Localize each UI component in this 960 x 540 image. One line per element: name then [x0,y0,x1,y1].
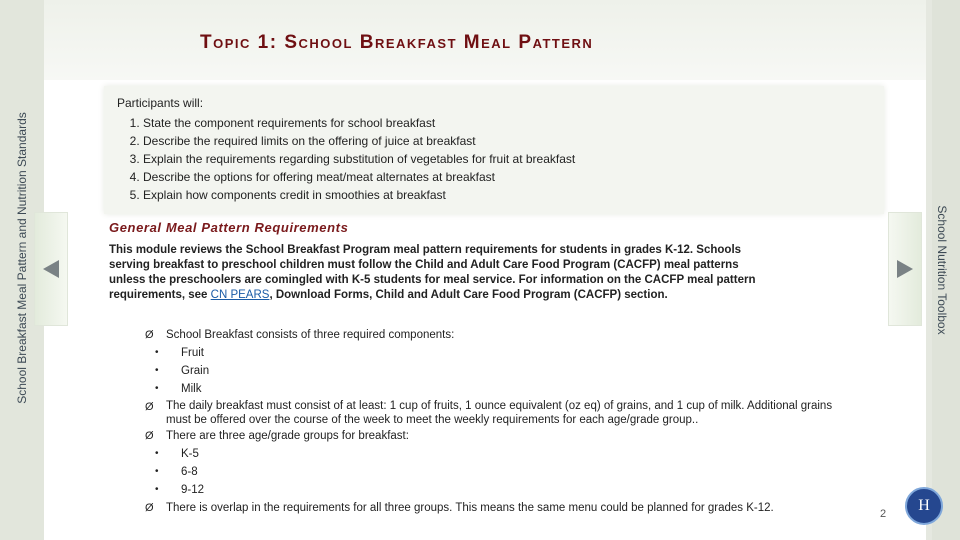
bullet-icon: • [155,383,159,394]
objective-item: 4. Describe the options for offering meat/meat alternates at breakfast [143,168,575,186]
requirements-list [145,326,835,517]
previous-slide-button[interactable] [34,212,68,326]
arrow-bullet-icon: Ø [145,430,154,442]
bullet-icon: • [155,347,159,358]
bullet-icon: • [155,448,159,459]
sub-list-item [145,445,835,463]
sub-list-item [145,344,835,362]
sub-list-item-text: Grain [181,365,210,377]
objective-item: 5. Explain how components credit in smoothies at breakfast [143,186,575,204]
list-item-text: School Breakfast consists of three required components: [166,329,455,341]
sub-list-item [145,463,835,481]
bullet-icon: • [155,365,159,376]
bullet-icon: • [155,484,159,495]
bullet-icon: • [155,466,159,477]
page-title: Topic 1: School Breakfast Meal Pattern [200,32,594,53]
arrow-bullet-icon: Ø [145,401,154,413]
page-number: 2 [880,508,887,520]
list-item [145,326,835,344]
sub-list-item-text: 9-12 [181,484,205,496]
right-vertical-label: School Nutrition Toolbox [935,205,949,335]
sub-list-item [145,362,835,380]
list-item [145,398,835,427]
intro-text-end: , Download Forms, Child and Adult Care Food Program (CACFP) section. [269,289,668,301]
list-item-text: There are three age/grade groups for breakfast: [166,430,409,442]
objective-item: 2. Describe the required limits on the offering of juice at breakfast [143,132,575,150]
module-intro [109,243,759,303]
home-button[interactable]: H [905,487,943,525]
next-slide-button[interactable] [888,212,922,326]
objectives-list [117,114,575,204]
sub-list-item-text: K-5 [181,448,199,460]
objective-item: 1. State the component requirements for school breakfast [143,114,575,132]
arrow-bullet-icon: Ø [145,502,154,514]
sub-list-item-text: Milk [181,383,202,395]
sub-list-item [145,481,835,499]
intro-text: This module reviews the School Breakfast Program meal pattern requirements for students in grades K-12. Schools serving breakfast to preschool children must follow the Child and Adult Care Food Program (CACFP) meal patterns unless the preschoolers are comingled with K-5 students for meal service. For information on the CACFP meal pattern requirements, see [109,244,756,301]
cn-pears-link[interactable]: CN PEARS [210,289,270,301]
objective-item: 3. Explain the requirements regarding substitution of vegetables for fruit at breakfast [143,150,575,168]
list-item [145,427,835,445]
left-vertical-label: School Breakfast Meal Pattern and Nutrition Standards [15,112,29,404]
list-item-text: There is overlap in the requirements for all three groups. This means the same menu could be planned for grades K-12. [166,502,774,514]
sub-list-item-text: 6-8 [181,466,198,478]
list-item-text: The daily breakfast must consist of at least: 1 cup of fruits, 1 ounce equivalent (oz eq) of grains, and 1 cup of milk. Additional grains must be offered over the course of the week to meet the weekly requirements for each age/grade group.. [166,400,833,426]
arrow-bullet-icon: Ø [145,329,154,341]
list-item [145,499,835,517]
triangle-left-icon [43,260,59,278]
sub-list-item-text: Fruit [181,347,204,359]
sub-list-item [145,380,835,398]
triangle-right-icon [897,260,913,278]
objectives-heading: Participants will: [117,96,204,110]
section-heading: General Meal Pattern Requirements [109,220,349,235]
